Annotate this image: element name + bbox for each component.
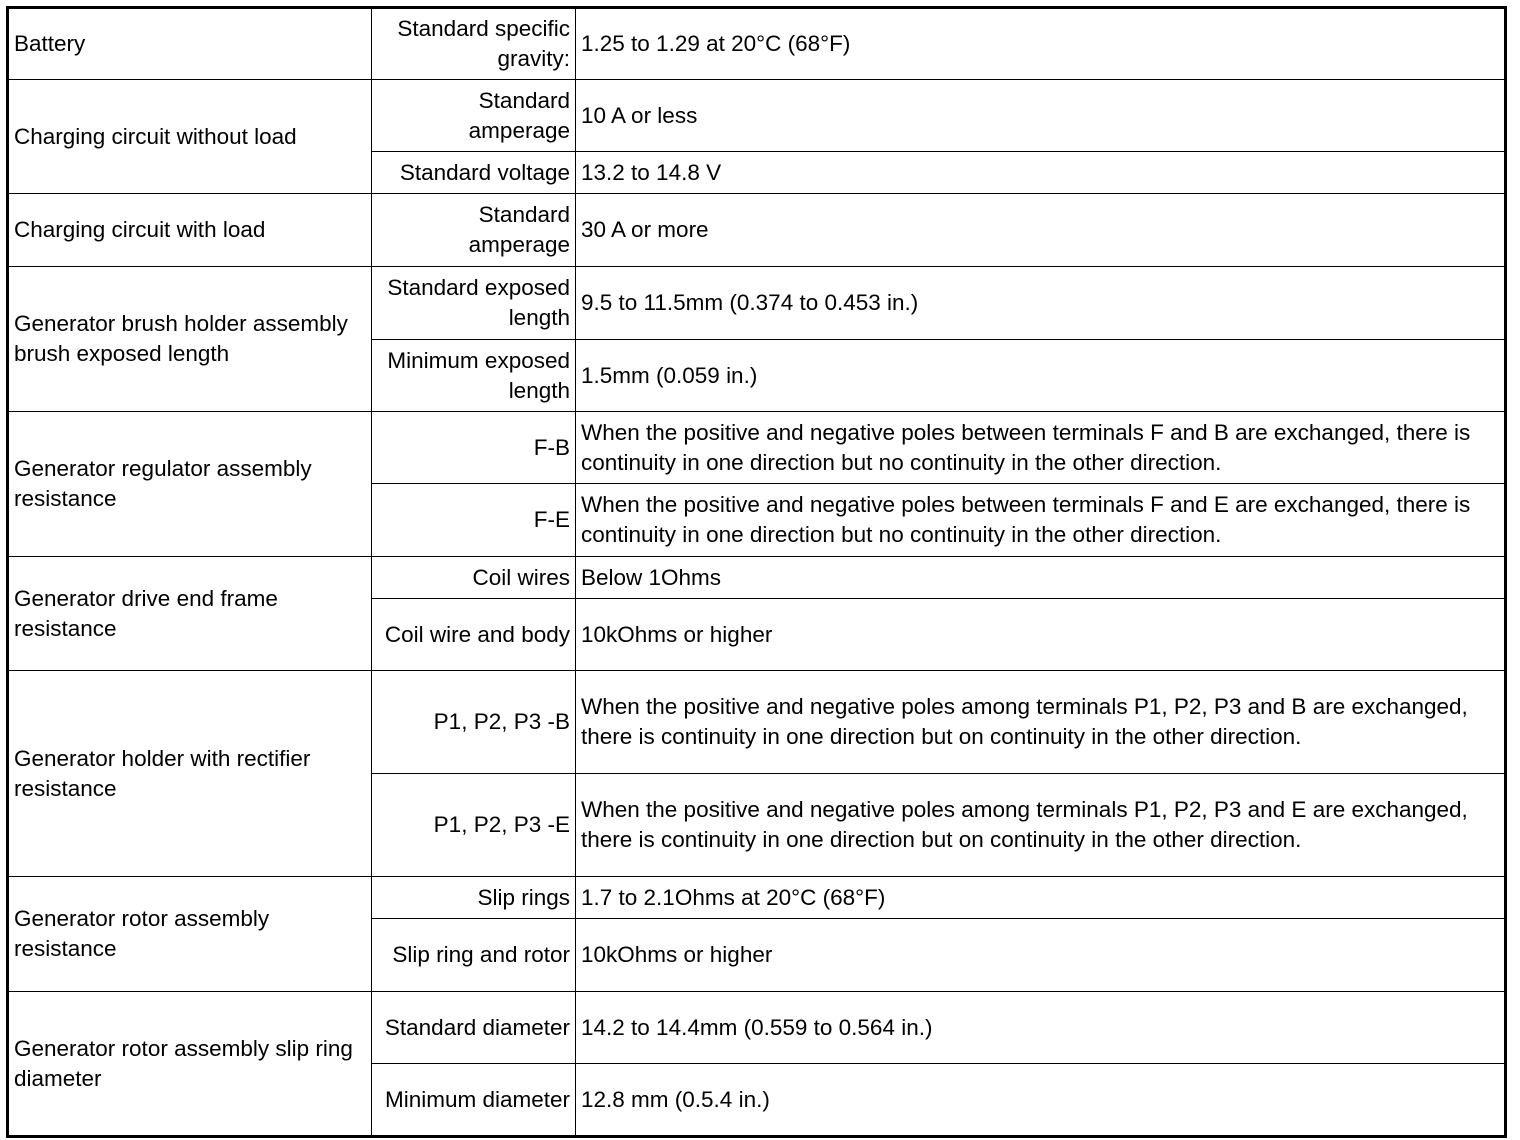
param-cell: F-B bbox=[372, 412, 576, 484]
item-cell: Generator rotor assembly resistance bbox=[8, 877, 372, 992]
param-cell: P1, P2, P3 -E bbox=[372, 774, 576, 877]
param-cell: Minimum diameter bbox=[372, 1064, 576, 1137]
table-row bbox=[8, 80, 1506, 152]
value-cell: 12.8 mm (0.5.4 in.) bbox=[576, 1064, 1506, 1137]
table-row bbox=[8, 267, 1506, 340]
param-cell: Standard diameter bbox=[372, 992, 576, 1064]
item-cell: Generator rotor assembly slip ring diameter bbox=[8, 992, 372, 1137]
param-cell: Standard exposed length bbox=[372, 267, 576, 340]
item-cell: Generator regulator assembly resistance bbox=[8, 412, 372, 557]
param-cell: Coil wires bbox=[372, 557, 576, 599]
value-cell: 1.7 to 2.1Ohms at 20°C (68°F) bbox=[576, 877, 1506, 919]
param-cell: Standard amperage bbox=[372, 194, 576, 267]
item-cell: Generator drive end frame resistance bbox=[8, 557, 372, 671]
param-cell: Coil wire and body bbox=[372, 599, 576, 671]
item-cell: Battery bbox=[8, 8, 372, 80]
value-cell: 14.2 to 14.4mm (0.559 to 0.564 in.) bbox=[576, 992, 1506, 1064]
value-cell: 10 A or less bbox=[576, 80, 1506, 152]
value-cell: 13.2 to 14.8 V bbox=[576, 152, 1506, 194]
table-row bbox=[8, 992, 1506, 1064]
table-row bbox=[8, 8, 1506, 80]
item-cell: Generator holder with rectifier resistance bbox=[8, 671, 372, 877]
param-cell: Standard amperage bbox=[372, 80, 576, 152]
param-cell: F-E bbox=[372, 484, 576, 557]
value-cell: When the positive and negative poles among terminals P1, P2, P3 and B are exchanged, there is continuity in one direction but on continuity in the other direction. bbox=[576, 671, 1506, 774]
param-cell: Minimum exposed length bbox=[372, 340, 576, 412]
spec-table bbox=[6, 6, 1507, 1138]
value-cell: 1.25 to 1.29 at 20°C (68°F) bbox=[576, 8, 1506, 80]
table-row bbox=[8, 557, 1506, 599]
item-cell: Charging circuit with load bbox=[8, 194, 372, 267]
value-cell: 10kOhms or higher bbox=[576, 919, 1506, 992]
value-cell: When the positive and negative poles between terminals F and E are exchanged, there is continuity in one direction but no continuity in the other direction. bbox=[576, 484, 1506, 557]
table-row bbox=[8, 671, 1506, 774]
value-cell: 10kOhms or higher bbox=[576, 599, 1506, 671]
value-cell: 1.5mm (0.059 in.) bbox=[576, 340, 1506, 412]
value-cell: When the positive and negative poles between terminals F and B are exchanged, there is continuity in one direction but no continuity in the other direction. bbox=[576, 412, 1506, 484]
table-row bbox=[8, 194, 1506, 267]
value-cell: 9.5 to 11.5mm (0.374 to 0.453 in.) bbox=[576, 267, 1506, 340]
table-row bbox=[8, 412, 1506, 484]
param-cell: Standard voltage bbox=[372, 152, 576, 194]
param-cell: P1, P2, P3 -B bbox=[372, 671, 576, 774]
value-cell: Below 1Ohms bbox=[576, 557, 1506, 599]
value-cell: When the positive and negative poles among terminals P1, P2, P3 and E are exchanged, there is continuity in one direction but on continuity in the other direction. bbox=[576, 774, 1506, 877]
param-cell: Standard specific gravity: bbox=[372, 8, 576, 80]
item-cell: Generator brush holder assembly brush exposed length bbox=[8, 267, 372, 412]
param-cell: Slip rings bbox=[372, 877, 576, 919]
table-row bbox=[8, 877, 1506, 919]
param-cell: Slip ring and rotor bbox=[372, 919, 576, 992]
item-cell: Charging circuit without load bbox=[8, 80, 372, 194]
value-cell: 30 A or more bbox=[576, 194, 1506, 267]
